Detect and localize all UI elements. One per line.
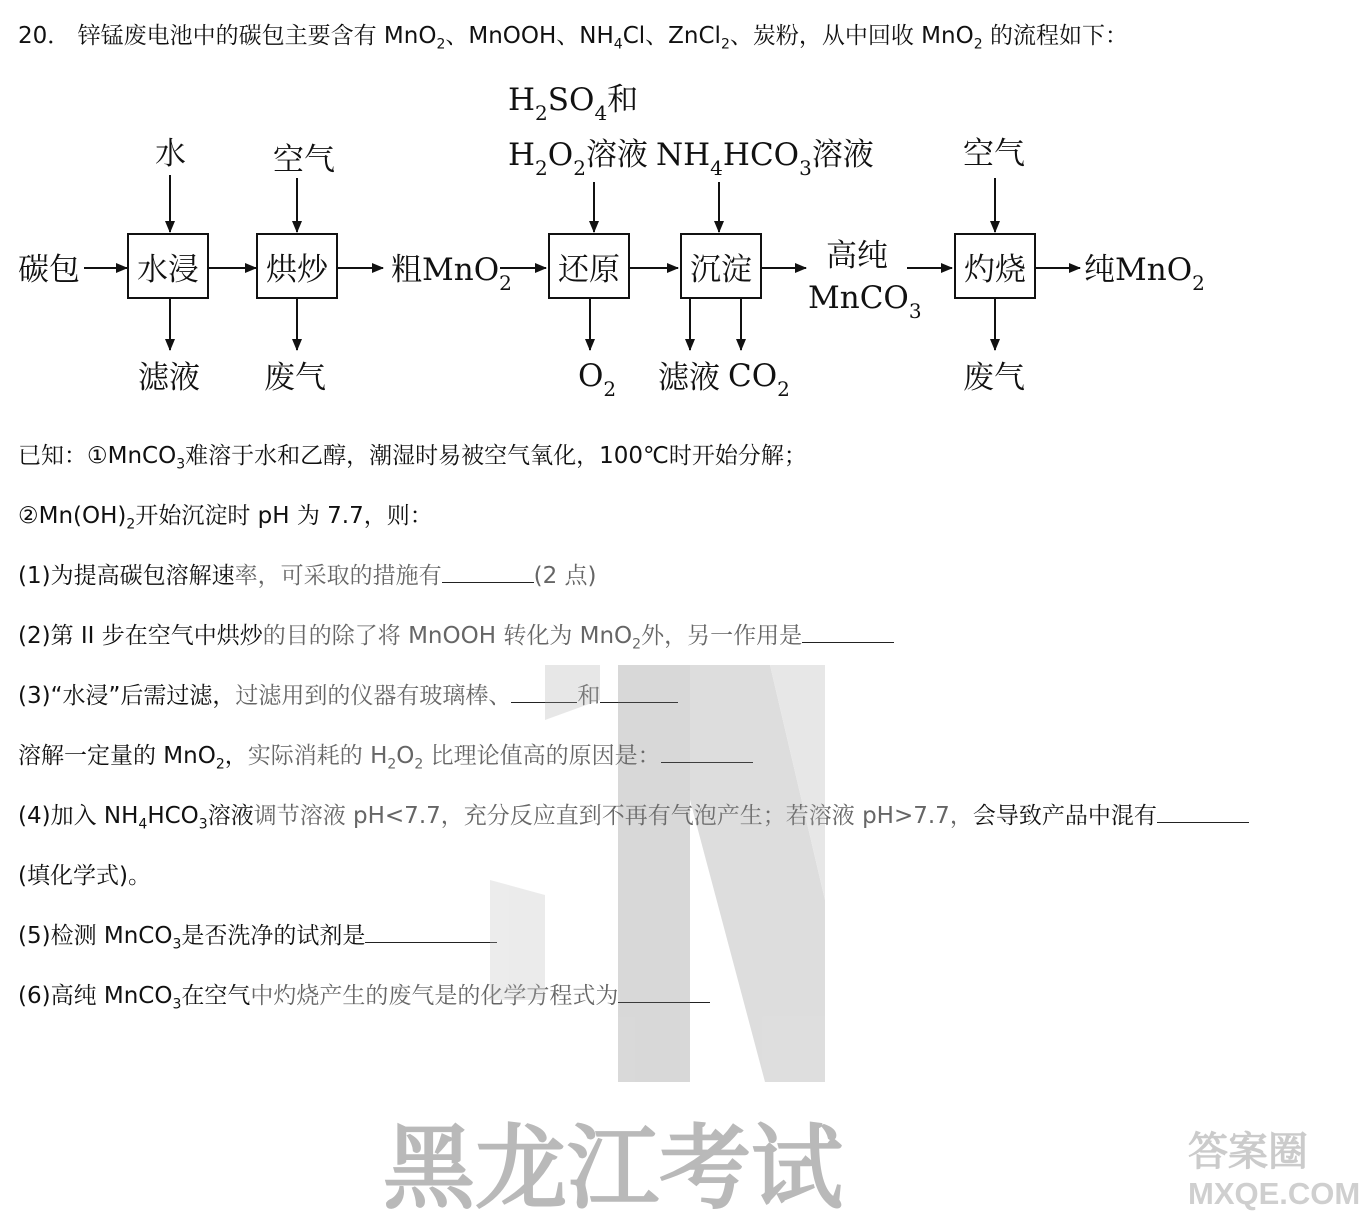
answer-blank[interactable] — [1157, 800, 1249, 823]
answer-blank[interactable] — [600, 680, 678, 703]
input-h2o2-solution: $H_2O_2$溶液 — [508, 137, 648, 180]
intermediate-mnco3: MnCO$_3$ — [808, 280, 922, 323]
watermark-site-text: 黑龙江考试 — [383, 1114, 844, 1214]
step-label-water-leach: 水浸 — [137, 252, 199, 288]
step-label-roast: 烘炒 — [266, 252, 328, 288]
input-water: 水 — [155, 136, 186, 172]
input-air-1: 空气 — [273, 142, 335, 178]
step-label-reduction: 还原 — [558, 252, 620, 288]
watermark-logo-url: MXQE.COM — [1188, 1176, 1361, 1211]
question-4: (4)加入 $NH_4HCO_3$溶液调节溶液 pH<7.7，充分反应直到不再有气泡产生；若溶液 pH>7.7，会导致产品中混有 — [18, 800, 1249, 841]
input-h2so4: $H_2SO_4$和 — [508, 82, 639, 125]
question-3: (3)“水浸”后需过滤，过滤用到的仪器有玻璃棒、 和 — [18, 680, 678, 712]
answer-blank[interactable] — [661, 740, 753, 763]
question-1: (1)为提高碳包溶解速率，可采取的措施有 (2 点) — [18, 560, 596, 592]
output-filtrate-1: 滤液 — [138, 360, 200, 396]
answer-blank[interactable] — [802, 620, 894, 643]
output-waste-gas-2: 废气 — [963, 360, 1025, 396]
output-o2: $O_2$ — [578, 358, 617, 401]
question-5: (5)检测 MnCO$_3$是否洗净的试剂是 — [18, 920, 497, 961]
question-3-extra: 溶解一定量的 MnO$_2$，实际消耗的 $H_2O_2$ 比理论值高的原因是： — [18, 740, 753, 781]
input-nh4hco3-solution: $NH_4HCO_3$溶液 — [656, 137, 874, 180]
answer-blank[interactable] — [365, 920, 497, 943]
start-material: 碳包 — [18, 252, 80, 288]
answer-blank[interactable] — [618, 980, 710, 1003]
step-label-precipitation: 沉淀 — [690, 252, 752, 288]
answer-blank[interactable] — [511, 680, 577, 703]
question-4-extra: (填化学式)。 — [18, 863, 151, 889]
step-label-calcination: 灼烧 — [964, 252, 1026, 288]
intermediate-high-purity-label: 高纯 — [826, 238, 888, 274]
output-co2: $CO_2$ — [728, 358, 790, 401]
final-product-mno2: 纯MnO$_2$ — [1084, 252, 1205, 295]
process-flow-diagram — [0, 70, 1369, 410]
input-air-2: 空气 — [963, 136, 1025, 172]
question-2: (2)第 II 步在空气中烘炒的目的除了将 MnOOH 转化为 MnO$_2$外，另一作用是 — [18, 620, 894, 661]
watermark-logo-cn: 答案圈 — [1188, 1128, 1308, 1175]
answer-blank[interactable] — [442, 560, 534, 583]
question-intro: 20． 锌锰废电池中的碳包主要含有 MnO$_2$、MnOOH、$NH_4Cl$、ZnCl$_2$、炭粉，从中回收 MnO$_2$ 的流程如下： — [18, 23, 1128, 53]
question-number: 20 — [18, 23, 48, 49]
known-condition-2: $②Mn(OH)_2$开始沉淀时 pH 为 7.7，则： — [18, 503, 433, 533]
output-waste-gas-1: 废气 — [264, 360, 326, 396]
question-6: (6)高纯 MnCO$_3$在空气中灼烧产生的废气是的化学方程式为 — [18, 980, 710, 1021]
intermediate-crude-mno2: 粗MnO$_2$ — [391, 252, 512, 295]
output-filtrate-2: 滤液 — [658, 360, 720, 396]
known-condition-1: 已知：①MnCO$_3$难溶于水和乙醇，潮湿时易被空气氧化，100℃时开始分解； — [18, 443, 807, 473]
